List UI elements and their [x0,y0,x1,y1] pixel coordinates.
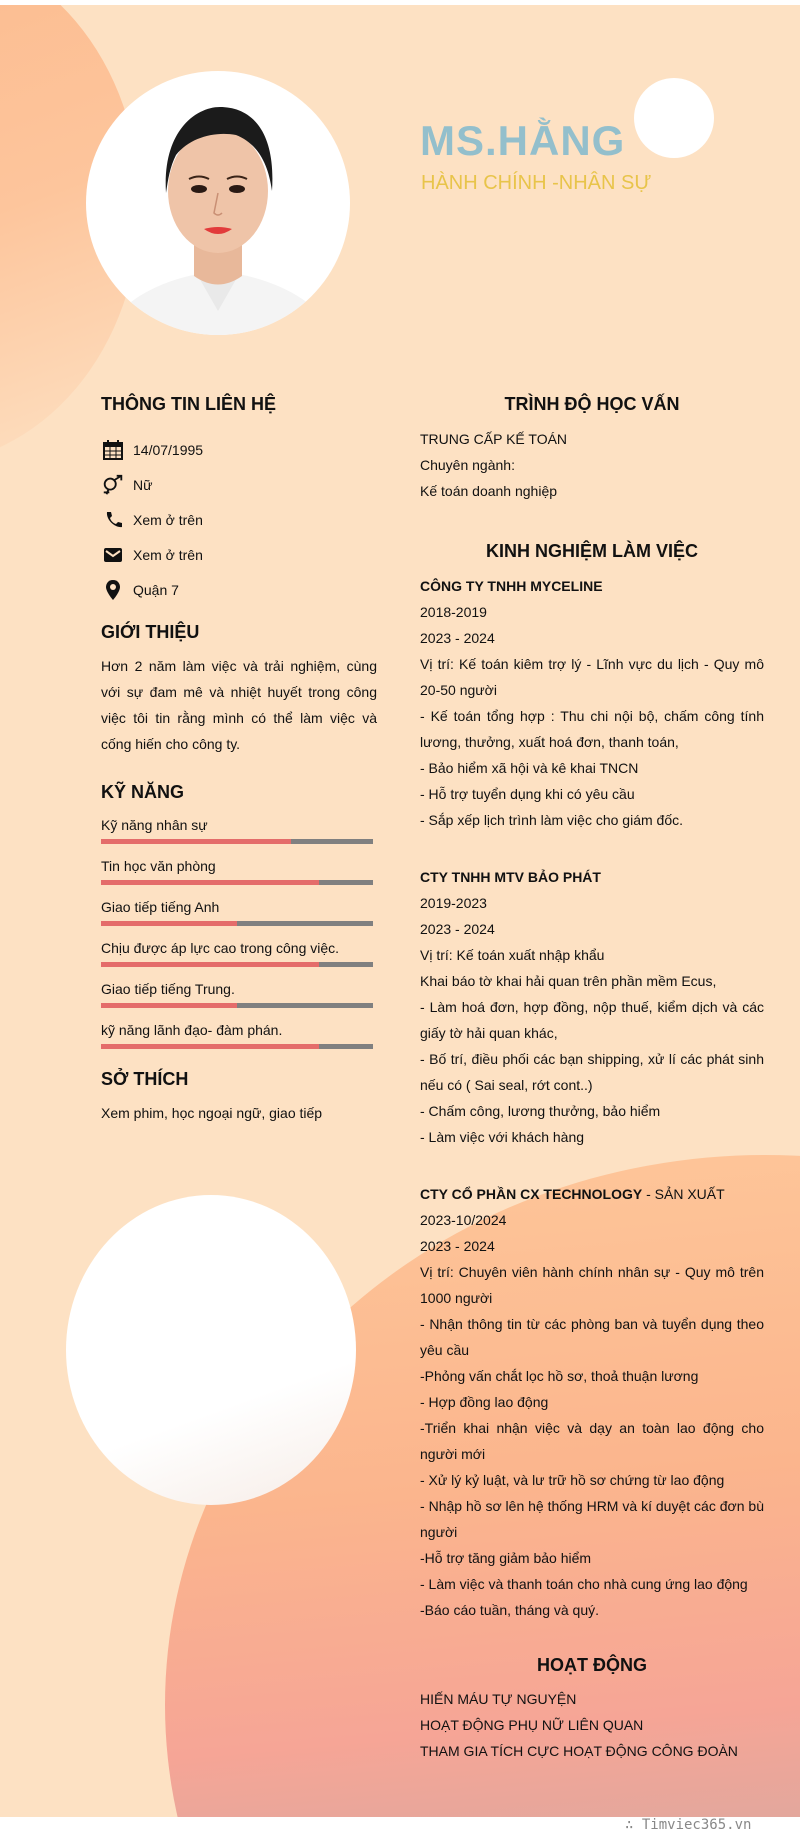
job-line: - Hợp đồng lao động [420,1394,549,1410]
activities-list [420,1686,764,1764]
job-line: - Nhập hồ sơ lên hệ thống HRM và kí duyệt các đơn bù người [420,1498,764,1540]
education-section-title: TRÌNH ĐỘ HỌC VẤN [504,394,680,414]
job-company-line [420,1181,764,1207]
skills-section-title: KỸ NĂNG [101,782,185,802]
job-line: -Triển khai nhận việc và dạy an toàn lao động cho người mới [420,1420,764,1462]
skill-label: Giao tiếp tiếng Anh [101,899,220,915]
job-line: 2023 - 2024 [420,921,495,937]
job-line: - Hỗ trợ tuyển dụng khi có yêu cầu [420,786,635,802]
job-line: 2023 - 2024 [420,630,495,646]
education-line: Kế toán doanh nghiệp [420,483,558,499]
contact-phone [101,509,203,531]
job-line: - Bảo hiểm xã hội và kê khai TNCN [420,760,639,776]
job-line: -Báo cáo tuần, tháng và quý. [420,1602,600,1618]
job-line: Vị trí: Kế toán xuất nhập khẩu [420,947,605,963]
job-line: - Xử lý kỷ luật, và lư trữ hồ sơ chứng từ lao động [420,1472,725,1488]
job-company-suffix: - SẢN XUẤT [642,1186,725,1202]
intro-text: Hơn 2 năm làm việc và trải nghiệm, cùng với sự đam mê và nhiệt huyết trong công việc tôi tin rằng mình có thể làm việc và cống hiến cho công ty. [101,658,377,752]
skill-bar [101,1003,373,1008]
contact-location-text: Quận 7 [133,582,179,598]
job-line: - Bố trí, điều phối các bạn shipping, xử lí các phát sinh nếu có ( Sai seal, rớt cont..) [420,1051,764,1093]
candidate-role: HÀNH CHÍNH -NHÂN SỰ [421,172,652,194]
skill-label: Giao tiếp tiếng Trung. [101,981,235,997]
job-entry [420,573,764,833]
education-line: TRUNG CẤP KẾ TOÁN [420,431,568,447]
job-line: 2023 - 2024 [420,1238,495,1254]
job-line: 2018-2019 [420,604,487,620]
location-pin-icon [101,579,125,601]
skill-label: Kỹ năng nhân sự [101,817,208,833]
education-line: Chuyên ngành: [420,457,515,473]
skill-bar-fill [101,921,237,926]
job-line: - Kế toán tổng hợp : Thu chi nội bộ, chấm công tính lương, thưởng, xuất hoá đơn, thanh toán, [420,708,764,750]
job-entry [420,1181,764,1623]
decorative-circle-top [634,78,714,158]
skill-bar [101,1044,373,1049]
skill-bar [101,880,373,885]
decorative-circle-bottom [66,1195,356,1505]
skill-label: Chịu được áp lực cao trong công việc. [101,940,340,956]
portrait-illustration [86,71,350,335]
job-line: - Nhận thông tin từ các phòng ban và tuyển dụng theo yêu cầu [420,1316,764,1358]
job-line: - Làm việc với khách hàng [420,1129,585,1145]
job-line: -Hỗ trợ tăng giảm bảo hiểm [420,1550,592,1566]
skill-bar-fill [101,880,319,885]
skill-bar-fill [101,962,319,967]
profile-photo [86,71,350,335]
activity-line: THAM GIA TÍCH CỰC HOẠT ĐỘNG CÔNG ĐOÀN [420,1743,738,1759]
job-company: CTY TNHH MTV BẢO PHÁT [420,869,601,885]
skill-bar [101,962,373,967]
skill-bar [101,921,373,926]
contact-birthday-text: 14/07/1995 [133,442,204,458]
job-line: Vị trí: Kế toán kiêm trợ lý - Lĩnh vực du lịch - Quy mô 20-50 người [420,656,764,698]
skill-label: kỹ năng lãnh đạo- đàm phán. [101,1022,283,1038]
job-line: - Làm việc và thanh toán cho nhà cung ứng lao động [420,1576,748,1592]
activity-line: HIẾN MÁU TỰ NGUYỆN [420,1691,577,1707]
job-company: CTY CỔ PHẦN CX TECHNOLOGY [420,1186,643,1202]
contact-section-title: THÔNG TIN LIÊN HỆ [101,394,276,414]
education-details [420,426,764,504]
experience-section-title: KINH NGHIỆM LÀM VIỆC [485,541,698,561]
candidate-name: MS.HẰNG [420,117,626,164]
phone-icon [101,509,125,531]
watermark: ∴ Timviec365.vn [625,1817,752,1833]
gender-icon [101,474,125,496]
skill-bar-fill [101,1044,319,1049]
contact-email [101,544,203,566]
job-line: Vị trí: Chuyên viên hành chính nhân sự - Quy mô trên 1000 người [420,1264,764,1306]
contact-location [101,579,179,601]
email-icon [101,544,125,566]
contact-phone-text: Xem ở trên [133,512,203,528]
skill-bar-fill [101,839,291,844]
hobbies-text: Xem phim, học ngoại ngữ, giao tiếp [101,1105,323,1121]
skill-label: Tin học văn phòng [101,858,216,874]
job-company: CÔNG TY TNHH MYCELINE [420,578,603,594]
contact-email-text: Xem ở trên [133,547,203,563]
job-line: Khai báo tờ khai hải quan trên phần mềm Ecus, [420,973,717,989]
contact-gender-text: Nữ [133,477,153,493]
calendar-icon [101,439,125,461]
skill-bar-fill [101,1003,237,1008]
activity-line: HOẠT ĐỘNG PHỤ NỮ LIÊN QUAN [420,1717,644,1733]
contact-birthday [101,439,203,461]
intro-section-title: GIỚI THIỆU [101,622,200,642]
cv-sheet [0,5,800,1817]
skill-bar [101,839,373,844]
hobbies-section-title: SỞ THÍCH [101,1069,189,1089]
job-line: - Làm hoá đơn, hợp đồng, nộp thuế, kiểm dịch và các giấy tờ hải quan khác, [420,999,764,1041]
job-line: - Chấm công, lương thưởng, bảo hiểm [420,1103,661,1119]
contact-gender [101,474,152,496]
job-line: 2019-2023 [420,895,487,911]
job-line: - Sắp xếp lịch trình làm việc cho giám đốc. [420,812,684,828]
job-line: 2023-10/2024 [420,1212,507,1228]
activities-section-title: HOẠT ĐỘNG [537,1655,647,1675]
job-line: -Phỏng vấn chắt lọc hồ sơ, thoả thuận lương [420,1368,699,1384]
job-entry [420,864,764,1150]
